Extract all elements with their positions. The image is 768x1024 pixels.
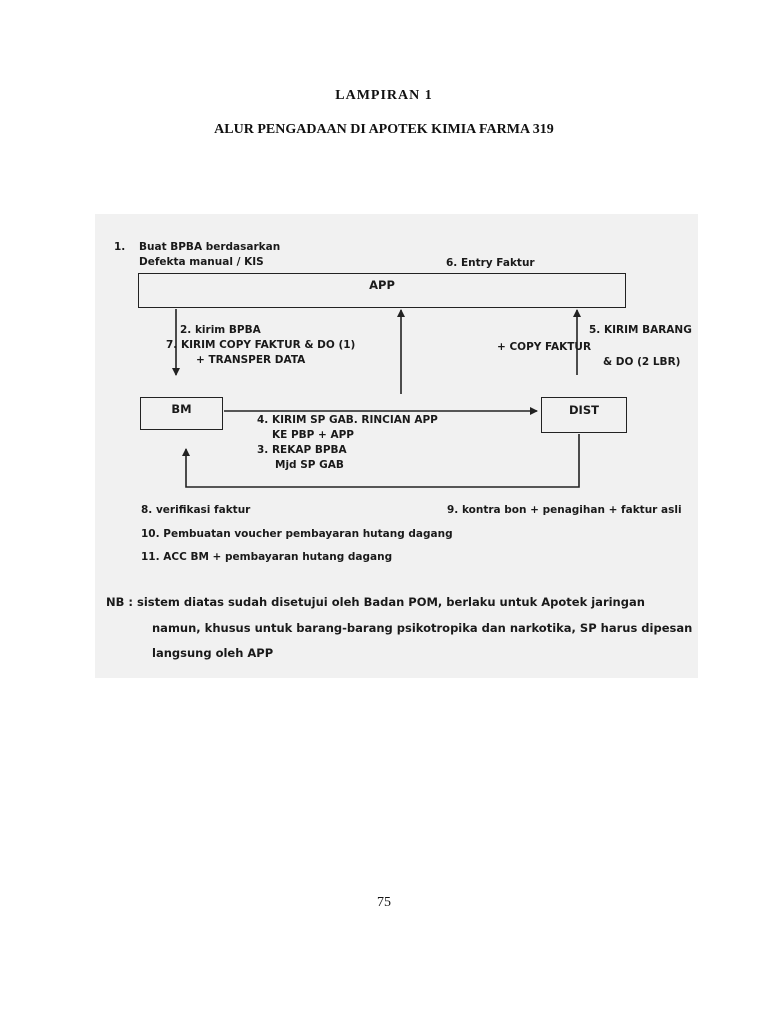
step-7-label: 7. KIRIM COPY FAKTUR & DO (1): [166, 339, 356, 351]
note-line-2: namun, khusus untuk barang-barang psikotropika dan narkotika, SP harus dipesan: [152, 621, 693, 635]
step-2-label: 2. kirim BPBA: [180, 324, 261, 336]
step-8-label: 8. verifikasi faktur: [141, 504, 251, 516]
step-1-line-2: Defekta manual / KIS: [139, 256, 264, 268]
step-11-label: 11. ACC BM + pembayaran hutang dagang: [141, 551, 393, 563]
copy-faktur-label: + COPY FAKTUR: [497, 341, 592, 353]
step-1-line-1: Buat BPBA berdasarkan: [139, 241, 281, 253]
step-5-line-1: 5. KIRIM BARANG: [589, 324, 692, 336]
page-number: 75: [377, 895, 391, 910]
note-line-3: langsung oleh APP: [152, 646, 274, 660]
step-9-label: 9. kontra bon + penagihan + faktur asli: [447, 504, 682, 516]
step-3-line-1: 3. REKAP BPBA: [257, 444, 347, 456]
step-6-label: 6. Entry Faktur: [446, 257, 535, 269]
step-10-label: 10. Pembuatan voucher pembayaran hutang dagang: [141, 528, 453, 540]
step-3-line-2: Mjd SP GAB: [275, 459, 344, 471]
step-7-transfer-label: + TRANSPER DATA: [196, 354, 306, 366]
bm-label: BM: [171, 402, 192, 416]
appendix-title: LAMPIRAN 1: [335, 88, 433, 103]
dist-label: DIST: [569, 403, 599, 417]
step-4-line-1: 4. KIRIM SP GAB. RINCIAN APP: [257, 414, 438, 426]
note-line-1: NB : sistem diatas sudah disetujui oleh Badan POM, berlaku untuk Apotek jaringan: [106, 595, 645, 609]
step-4-line-2: KE PBP + APP: [272, 429, 354, 441]
appendix-subtitle: ALUR PENGADAAN DI APOTEK KIMIA FARMA 319: [214, 122, 554, 137]
arrow-dist-to-bm: [186, 434, 579, 487]
step-5-line-2: & DO (2 LBR): [603, 356, 681, 368]
app-label: APP: [369, 278, 395, 292]
step-1-number: 1.: [114, 241, 126, 253]
